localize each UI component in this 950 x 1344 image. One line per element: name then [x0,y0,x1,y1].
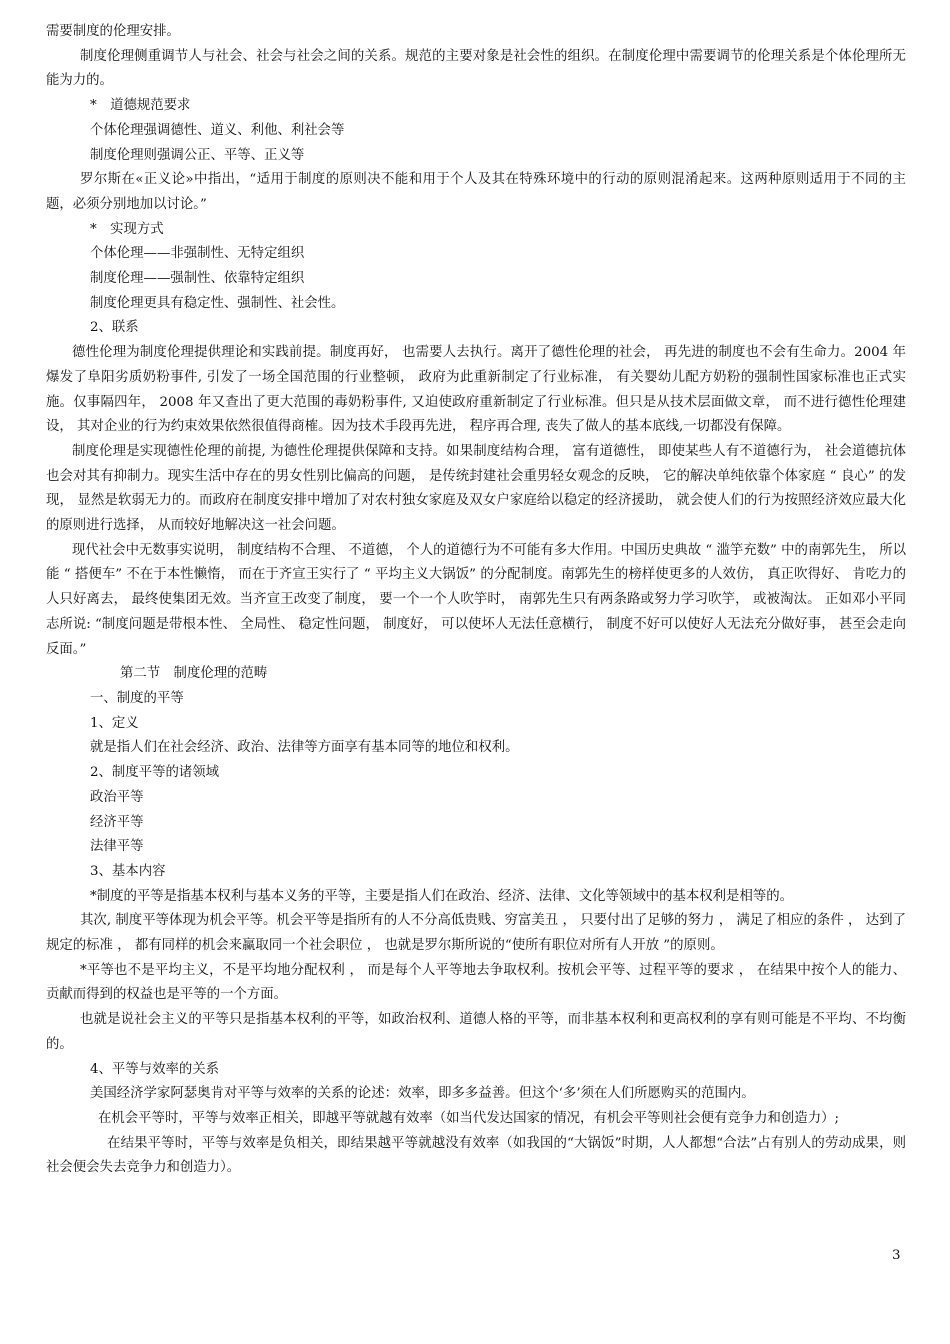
section-heading: 一、制度的平等 [90,690,184,706]
list-item: 制度伦理——强制性、依靠特定组织 [90,271,305,287]
list-item: 制度伦理则强调公正、平等、正义等 [90,147,305,163]
section-heading: 1、定义 [90,715,139,731]
page-number: 3 [892,1248,901,1263]
paragraph: 就是指人们在社会经济、政治、法律等方面享有基本同等的地位和权利。 [90,740,519,756]
paragraph: 也就是说社会主义的平等只是指基本权利的平等，如政治权利、道德人格的平等，而非基本权利和更高权利的享有则可能是不平均、不均衡的。 [46,1012,906,1052]
list-item: 法律平等 [90,839,144,855]
list-item: * 实现方式 [90,221,164,237]
paragraph: 现代社会中无数事实说明， 制度结构不合理、 不道德， 个人的道德行为不可能有多大作用。中国历史典故 “ 滥竽充数” 中的南郭先生， 所以能 “ 搭便车” 不在于本性懒惰， 而在于齐宣王实行了 “ 平均主义大锅饭” 的分配制度。南郭先生的榜样使更多的人效仿， 真正吹得好、 肯吃力的人只好离去， 最终使集团无效。当齐宣王改变了制度， 要一个一个人吹竽时， 南郭先生只有两条路或努力学习吹竽， 或被淘汰。 正如邓小平同志所说: “制度问题是带根本性、 全局性、 稳定性问题， 制度好， 可以使坏人无法任意横行， 制度不好可以使好人无法充分做好事， 甚至会走向反面。” [46,542,906,657]
section-title: 第二节 制度伦理的范畴 [120,666,268,682]
list-item: 制度伦理更具有稳定性、强制性、社会性。 [90,295,345,311]
paragraph: 在结果平等时，平等与效率是负相关，即结果越平等就越没有效率（如我国的“大锅饭”时期，人人都想“合法”占有别人的劳动成果，则社会便会失去竞争力和创造力）。 [46,1135,906,1176]
paragraph: 需要制度的伦理安排。 [46,24,180,39]
paragraph: *制度的平等是指基本权利与基本义务的平等，主要是指人们在政治、经济、法律、文化等领域中的基本权利是相等的。 [90,888,794,904]
paragraph: 德性伦理为制度伦理提供理论和实践前提。制度再好， 也需要人去执行。离开了德性伦理的社会， 再先进的制度也不会有生命力。2004 年爆发了阜阳劣质奶粉事件, 引发了一场全国范围的行业整顿， 政府为此重新制定了行业标准， 有关婴幼儿配方奶粉的强制性国家标准也正式实施。仅事隔四年， 2008 年又查出了更大范围的毒奶粉事件, 又迫使政府重新制定了行业标准。但只是从技术层面做文章， 而不进行德性伦理建设， 其对企业的行为约束效果依然很值得商榷。因为技术手段再先进， 程序再合理, 丧失了做人的基本底线,一切都没有保障。 [46,345,906,435]
list-item: 经济平等 [90,814,144,830]
section-heading: 4、平等与效率的关系 [90,1061,220,1077]
paragraph: 罗尔斯在«正义论»中指出，“适用于制度的原则决不能和用于个人及其在特殊环境中的行动的原则混淆起来。这两种原则适用于不同的主题，必须分别地加以讨论。” [46,172,906,212]
document-page [46,20,906,1181]
list-item: 个体伦理——非强制性、无特定组织 [90,246,305,262]
list-item: 政治平等 [90,789,144,805]
paragraph: 制度伦理侧重调节人与社会、社会与社会之间的关系。规范的主要对象是社会性的组织。在制度伦理中需要调节的伦理关系是个体伦理所无能为力的。 [46,48,906,89]
paragraph: 制度伦理是实现德性伦理的前提, 为德性伦理提供保障和支持。如果制度结构合理， 富有道德性， 即使某些人有不道德行为， 社会道德抗体也会对其有抑制力。现实生活中存在的男女性别比偏高的问题， 是传统封建社会重男轻女观念的反映， 它的解决单纯依靠个体家庭 “ 良心” 的发现， 显然是软弱无力的。而政府在制度安排中增加了对农村独女家庭及双女户家庭给以稳定的经济援助， 就会使人们的行为按照经济效应最大化的原则进行选择， 从而较好地解决这一社会问题。 [46,443,906,534]
list-item: 个体伦理强调德性、道义、利他、利社会等 [90,122,345,138]
list-item: * 道德规范要求 [90,98,191,114]
paragraph: 在机会平等时，平等与效率正相关，即越平等就越有效率（如当代发达国家的情况，有机会平等则社会便有竞争力和创造力）; [98,1110,839,1126]
paragraph: *平等也不是平均主义，不是平均地分配权利 ， 而是每个人平等地去争取权利。按机会平等、过程平等的要求 ， 在结果中按个人的能力、贡献而得到的权益也是平等的一个方面。 [46,962,906,1003]
section-heading: 2、联系 [90,320,139,336]
paragraph: 美国经济学家阿瑟奥肯对平等与效率的关系的论述：效率，即多多益善。但这个‘多’须在人们所愿购买的范围内。 [90,1086,755,1102]
paragraph: 其次, 制度平等体现为机会平等。机会平等是指所有的人不分高低贵贱、穷富美丑 ， 只要付出了足够的努力 ， 满足了相应的条件 ， 达到了规定的标准 ， 都有同样的机会来赢取同一个社会职位 ， 也就是罗尔斯所说的“使所有职位对所有人开放 ”的原则。 [46,913,906,954]
section-heading: 3、基本内容 [90,863,166,879]
section-heading: 2、制度平等的诸领域 [90,765,220,781]
